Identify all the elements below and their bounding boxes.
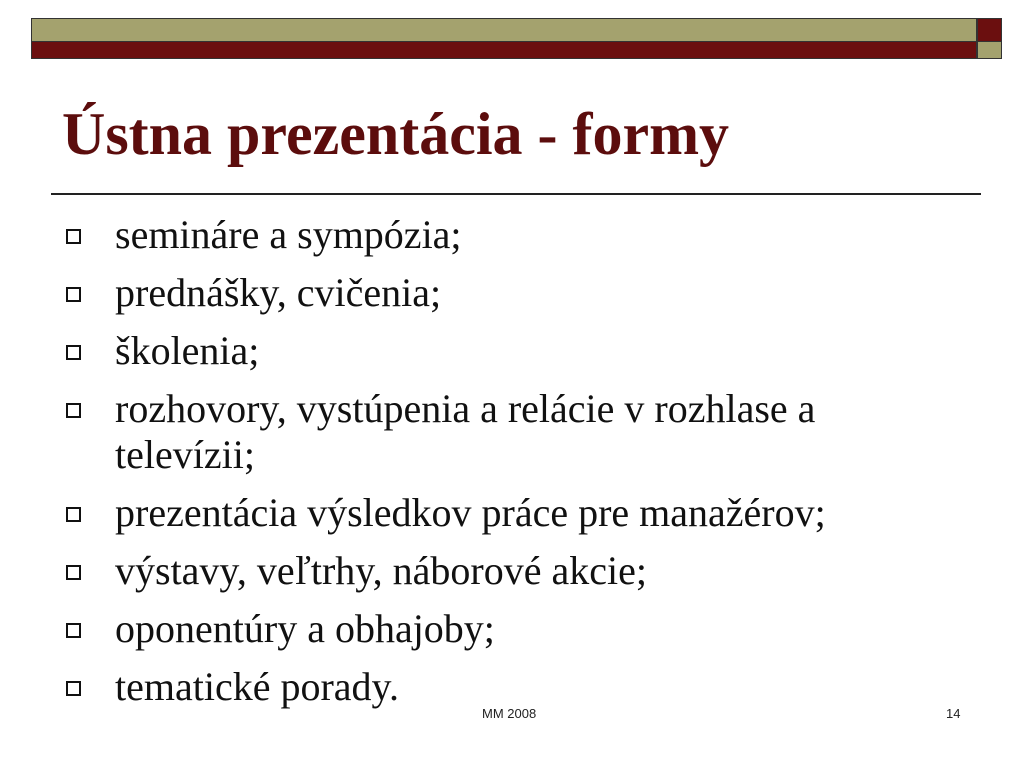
footer-author: MM 2008: [482, 706, 537, 721]
bullet-text: prezentácia výsledkov práce pre manažérov;: [115, 490, 826, 535]
bullet-item: [64, 548, 964, 594]
bullet-text: prednášky, cvičenia;: [115, 270, 442, 315]
hollow-square-bullet-icon: [66, 565, 81, 580]
hollow-square-bullet-icon: [66, 681, 81, 696]
bullet-item: [64, 490, 964, 536]
hollow-square-bullet-icon: [66, 623, 81, 638]
bullet-item: [64, 212, 964, 258]
header-square-olive: [977, 42, 1002, 59]
bullet-text: rozhovory, vystúpenia a relácie v rozhlase a televízii;: [115, 386, 816, 477]
hollow-square-bullet-icon: [66, 507, 81, 522]
bullet-text: školenia;: [115, 328, 260, 373]
bullet-item: [64, 328, 964, 374]
header-bar-maroon: [31, 42, 977, 59]
bullet-item: [64, 606, 964, 652]
hollow-square-bullet-icon: [66, 287, 81, 302]
bullet-text: výstavy, veľtrhy, náborové akcie;: [115, 548, 647, 593]
footer-page-number: 14: [946, 706, 961, 721]
bullet-item: [64, 664, 964, 710]
hollow-square-bullet-icon: [66, 403, 81, 418]
bullet-item: [64, 270, 964, 316]
bullet-item: [64, 386, 964, 478]
header-bar-olive: [31, 18, 977, 42]
slide-title: Ústna prezentácia - formy: [62, 101, 730, 167]
hollow-square-bullet-icon: [66, 229, 81, 244]
bullet-text: semináre a sympózia;: [115, 212, 462, 257]
title-divider: [51, 193, 981, 195]
header-square-maroon: [977, 18, 1002, 42]
hollow-square-bullet-icon: [66, 345, 81, 360]
bullet-text: oponentúry a obhajoby;: [115, 606, 495, 651]
bullet-text: tematické porady.: [115, 664, 399, 709]
bullet-list: [64, 212, 964, 722]
